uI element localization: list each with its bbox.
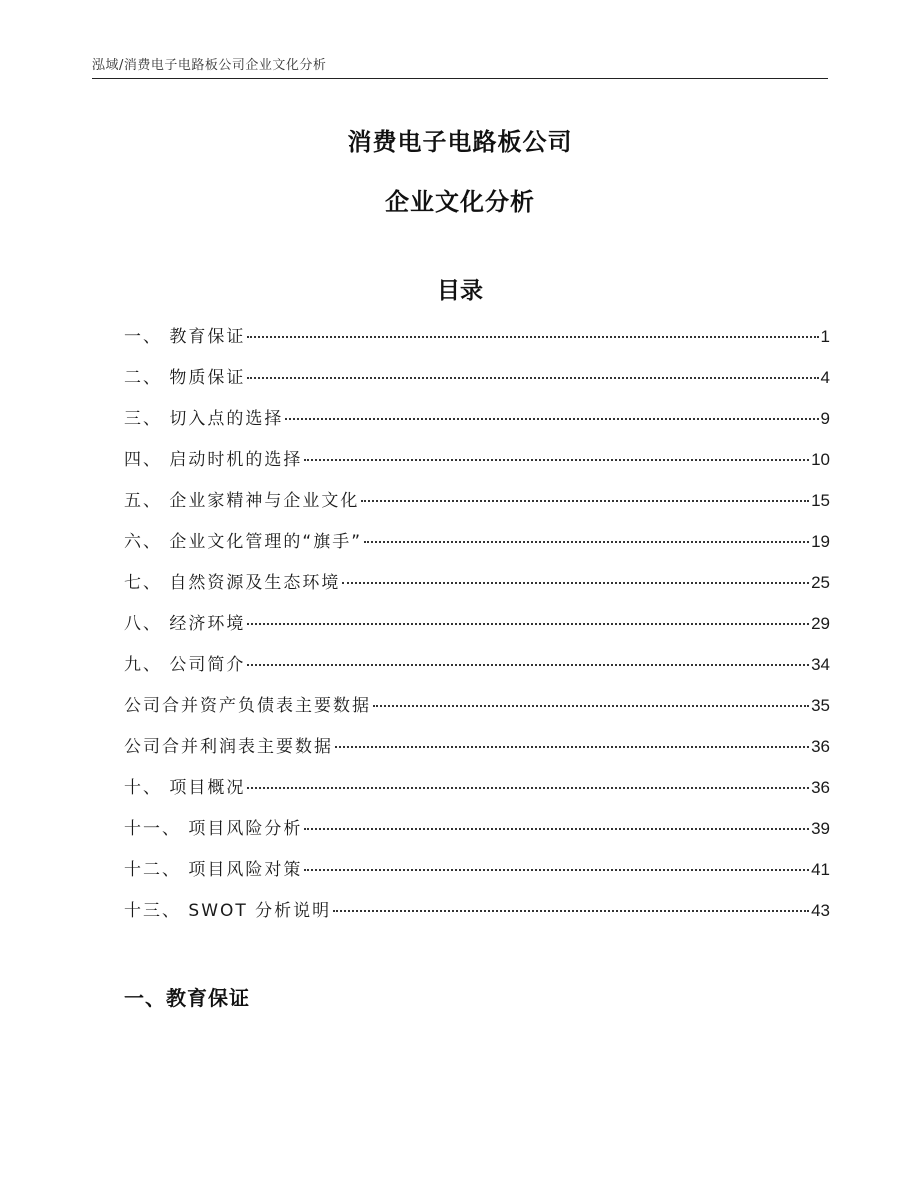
toc-entry-label: 公司合并利润表主要数据 bbox=[124, 737, 333, 757]
toc-dot-leader bbox=[342, 582, 809, 584]
toc-entry-label: 八、 经济环境 bbox=[124, 614, 246, 634]
running-header: 泓域/消费电子电路板公司企业文化分析 bbox=[92, 58, 327, 73]
document-subtitle: 企业文化分析 bbox=[385, 188, 535, 216]
toc-entry-label: 七、 自然资源及生态环境 bbox=[124, 573, 341, 593]
toc-page-number: 43 bbox=[811, 901, 830, 920]
toc-entry-label: 十二、 项目风险对策 bbox=[124, 860, 303, 880]
toc-entry-label: 三、 切入点的选择 bbox=[124, 409, 284, 429]
toc-dot-leader bbox=[333, 910, 809, 912]
header-divider bbox=[92, 78, 828, 79]
toc-dot-leader bbox=[304, 459, 809, 461]
toc-page-number: 36 bbox=[811, 778, 830, 797]
toc-entry[interactable] bbox=[124, 773, 830, 814]
toc-entry[interactable] bbox=[124, 814, 830, 855]
toc-dot-leader bbox=[304, 869, 809, 871]
toc-entry-label: 四、 启动时机的选择 bbox=[124, 450, 303, 470]
toc-entry-label: 六、 企业文化管理的“旗手” bbox=[124, 532, 363, 552]
section-heading: 一、教育保证 bbox=[124, 986, 250, 1010]
toc-entry-label: 二、 物质保证 bbox=[124, 368, 246, 388]
toc-entry[interactable] bbox=[124, 486, 830, 527]
document-title: 消费电子电路板公司 bbox=[347, 128, 573, 156]
toc-page-number: 4 bbox=[820, 368, 830, 387]
toc-entry-label: 公司合并资产负债表主要数据 bbox=[124, 696, 371, 716]
toc-page-number: 39 bbox=[811, 819, 830, 838]
toc-entry[interactable] bbox=[124, 445, 830, 486]
toc-entry-label: 一、 教育保证 bbox=[124, 327, 246, 347]
toc-dot-leader bbox=[247, 336, 818, 338]
toc-dot-leader bbox=[247, 623, 809, 625]
toc-dot-leader bbox=[304, 828, 809, 830]
toc-page-number: 29 bbox=[811, 614, 830, 633]
toc-dot-leader bbox=[285, 418, 818, 420]
toc-page-number: 10 bbox=[811, 450, 830, 469]
toc-entry[interactable] bbox=[124, 855, 830, 896]
toc-entry[interactable] bbox=[124, 404, 830, 445]
toc-entry-label: 十、 项目概况 bbox=[124, 778, 246, 798]
toc-heading: 目录 bbox=[437, 278, 483, 304]
toc-page-number: 36 bbox=[811, 737, 830, 756]
toc-entry-label: 十三、 SWOT 分析说明 bbox=[124, 901, 332, 921]
toc-page-number: 9 bbox=[820, 409, 830, 428]
toc-entry[interactable] bbox=[124, 650, 830, 691]
toc-entry[interactable] bbox=[124, 322, 830, 363]
toc-dot-leader bbox=[373, 705, 809, 707]
toc-page-number: 15 bbox=[811, 491, 830, 510]
toc-entry[interactable] bbox=[124, 896, 830, 937]
toc-dot-leader bbox=[247, 377, 818, 379]
toc-entry-label: 九、 公司简介 bbox=[124, 655, 246, 675]
toc-dot-leader bbox=[361, 500, 809, 502]
toc-entry-label: 十一、 项目风险分析 bbox=[124, 819, 303, 839]
table-of-contents bbox=[124, 322, 830, 937]
toc-dot-leader bbox=[364, 541, 809, 543]
toc-entry[interactable] bbox=[124, 568, 830, 609]
toc-page-number: 25 bbox=[811, 573, 830, 592]
toc-page-number: 1 bbox=[820, 327, 830, 346]
toc-dot-leader bbox=[247, 787, 809, 789]
toc-dot-leader bbox=[247, 664, 809, 666]
toc-entry[interactable] bbox=[124, 363, 830, 404]
toc-page-number: 41 bbox=[811, 860, 830, 879]
toc-page-number: 35 bbox=[811, 696, 830, 715]
toc-entry-label: 五、 企业家精神与企业文化 bbox=[124, 491, 360, 511]
toc-entry[interactable] bbox=[124, 527, 830, 568]
toc-dot-leader bbox=[335, 746, 809, 748]
toc-entry[interactable] bbox=[124, 609, 830, 650]
toc-entry[interactable] bbox=[124, 691, 830, 732]
toc-entry[interactable] bbox=[124, 732, 830, 773]
toc-page-number: 19 bbox=[811, 532, 830, 551]
toc-page-number: 34 bbox=[811, 655, 830, 674]
